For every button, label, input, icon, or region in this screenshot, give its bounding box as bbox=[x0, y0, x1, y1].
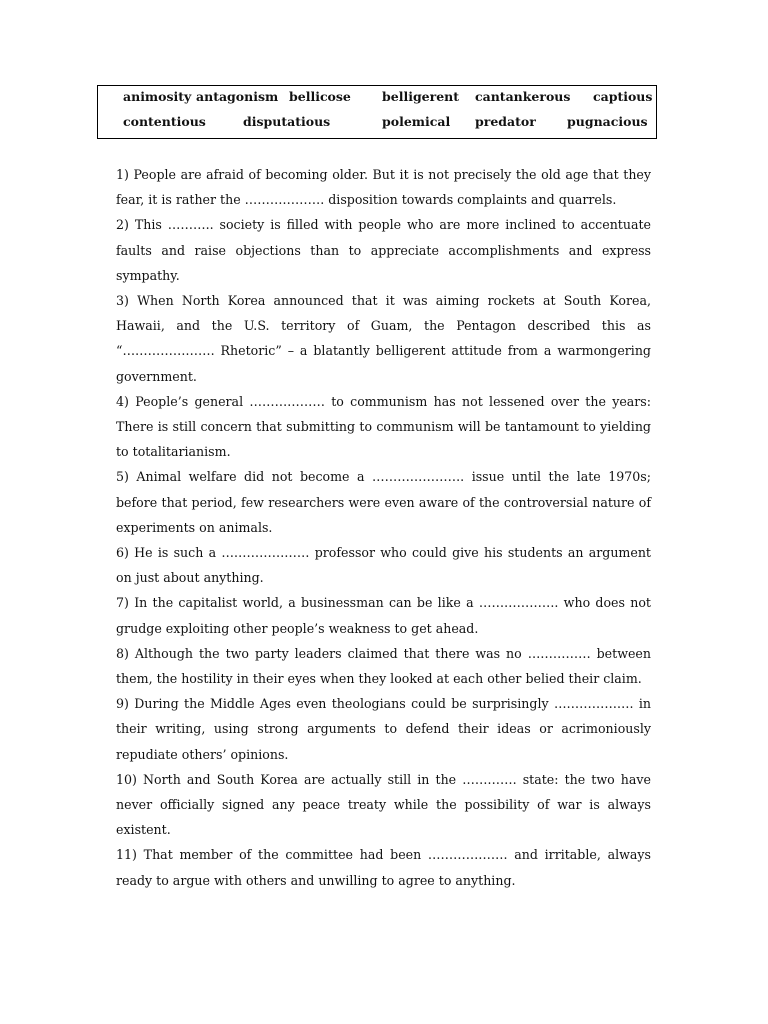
word-bank-word: contentious bbox=[123, 114, 206, 129]
word-bank-box bbox=[97, 85, 657, 139]
exercise-item: 6) He is such a ………………… professor who could give his students an argument on just about anything. bbox=[116, 545, 651, 586]
exercise-item: 1) People are afraid of becoming older. But it is not precisely the old age that they fear, it is rather the ………………. disposition towards complaints and quarrels. bbox=[116, 167, 651, 208]
word-bank-word: pugnacious bbox=[567, 114, 648, 129]
exercise-item: 8) Although the two party leaders claimed that there was no …………… between them, the hostility in their eyes when they looked at each other belied their claim. bbox=[116, 645, 651, 687]
exercise-item: 7) In the capitalist world, a businessman can be like a ………………. who does not grudge exploiting other people’s weakness to get ahead. bbox=[116, 595, 651, 636]
exercise-item: 5) Animal welfare did not become a …………………. issue until the late 1970s; before that period, few researchers were even aware of the controversial nature of experiments on animals. bbox=[116, 469, 651, 535]
word-bank-word: bellicose bbox=[289, 89, 351, 104]
word-bank-word: captious bbox=[593, 89, 653, 104]
exercise-item: 11) That member of the committee had been ………………. and irritable, always ready to argue with others and unwilling to agree to anything. bbox=[116, 847, 651, 888]
word-bank-word: animosity bbox=[123, 89, 192, 104]
word-bank-word: antagonism bbox=[196, 89, 279, 104]
word-bank-word: cantankerous bbox=[475, 89, 571, 104]
exercise-item: 3) When North Korea announced that it was aiming rockets at South Korea, Hawaii, and the U.S. territory of Guam, the Pentagon described this as “…………………. Rhetoric” – a blatantly belligerent attitude from a warmongering government. bbox=[116, 293, 651, 384]
exercise-item: 9) During the Middle Ages even theologians could be surprisingly ………………. in their writing, using strong arguments to defend their ideas or acrimoniously repudiate others’ opinions. bbox=[116, 696, 651, 762]
exercise-item: 10) North and South Korea are actually still in the …………. state: the two have never officially signed any peace treaty while the possibility of war is always existent. bbox=[116, 771, 651, 838]
exercise-list bbox=[116, 162, 651, 893]
word-bank-word: belligerent bbox=[382, 89, 460, 104]
exercise-item: 4) People’s general ……………… to communism has not lessened over the years: There is still concern that submitting to communism will be tantamount to yielding to totalitarianism. bbox=[116, 393, 651, 460]
word-bank-word: polemical bbox=[382, 114, 451, 129]
word-bank-word: disputatious bbox=[243, 114, 331, 129]
exercise-item: 2) This ……….. society is filled with people who are more inclined to accentuate faults and raise objections than to appreciate accomplishments and express sympathy. bbox=[116, 217, 651, 283]
word-bank-word: predator bbox=[475, 114, 536, 129]
